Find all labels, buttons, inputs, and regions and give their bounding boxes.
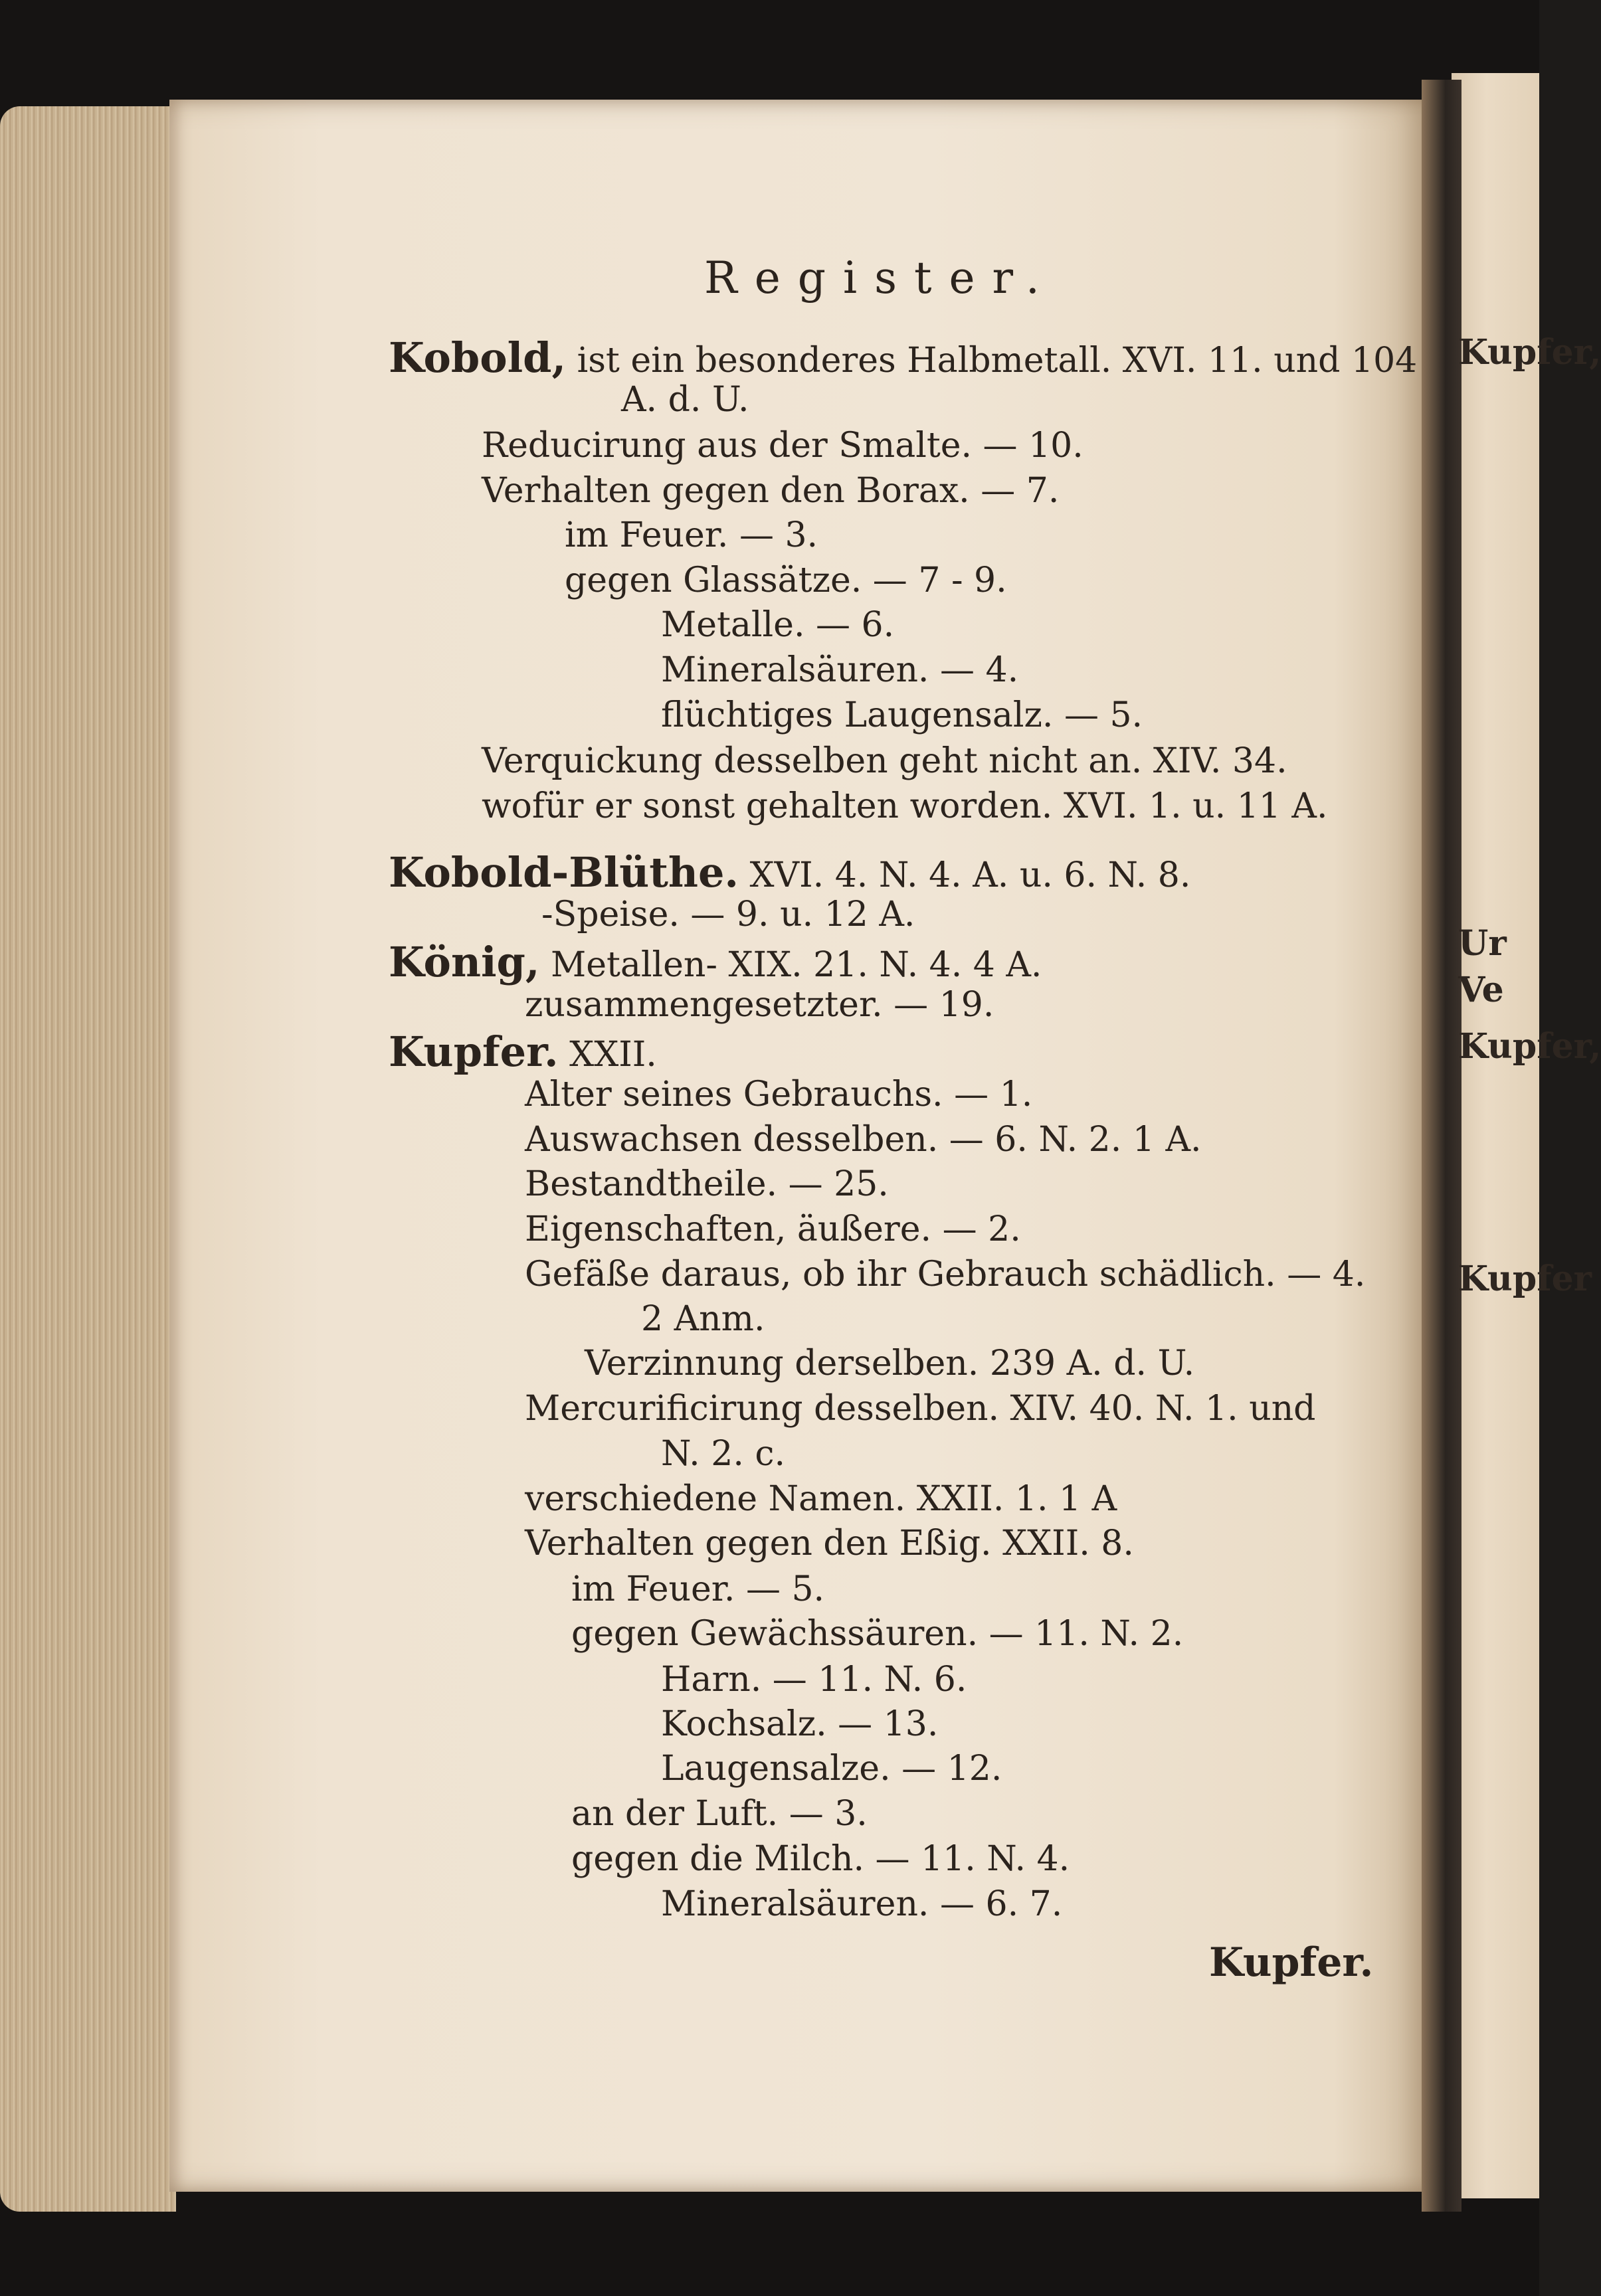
index-entry	[571, 1569, 825, 1609]
entry-text: gegen Gewächssäuren. — 11. N. 2.	[571, 1614, 1184, 1654]
index-entry	[389, 1027, 657, 1076]
entry-text: im Feuer. — 3.	[565, 515, 818, 555]
entry-text: Eigenschaften, äußere. — 2.	[525, 1209, 1021, 1249]
entry-text: Verzinnung derselben. 239 A. d. U.	[585, 1344, 1195, 1383]
facing-page-word: Kupfer,	[1458, 332, 1601, 373]
entry-text: an der Luft. — 3.	[571, 1794, 868, 1834]
entry-text: Gefäße daraus, ob ihr Gebrauch schädlich. — 4.	[525, 1255, 1366, 1294]
index-entry	[482, 426, 1083, 466]
entry-text: -Speise. — 9. u. 12 A.	[541, 895, 915, 934]
index-entry	[565, 563, 1007, 598]
entry-text: gegen Glassätze. — 7 - 9.	[565, 561, 1007, 600]
index-entry	[482, 471, 1060, 511]
entry-text: wofür er sonst gehalten worden. XVI. 1. u. 11 A.	[482, 786, 1328, 826]
entry-text: Mineralsäuren. — 4.	[661, 650, 1019, 690]
entry-text: XVI. 4. N. 4. A. u. 6. N. 8.	[739, 855, 1191, 895]
entry-text: Metallen- XIX. 21. N. 4. 4 A.	[539, 945, 1042, 985]
facing-page	[1452, 73, 1539, 2198]
book-page-edges	[0, 106, 176, 2212]
entry-head: Kobold,	[389, 333, 567, 382]
index-entry	[525, 1526, 1134, 1561]
index-entry	[621, 380, 749, 420]
index-entry	[525, 1257, 1365, 1292]
entry-text: Verhalten gegen den Eßig. XXII. 8.	[525, 1524, 1134, 1563]
entry-text: flüchtiges Laugensalz. — 5.	[661, 695, 1143, 735]
entry-head: Kupfer.	[389, 1027, 559, 1076]
index-entry	[525, 1389, 1316, 1429]
entry-text: Mercurificirung desselben. XIV. 40. N. 1. und	[525, 1389, 1316, 1429]
entry-text: Verquickung desselben geht nicht an. XIV. 34.	[482, 741, 1287, 781]
index-entry	[661, 1749, 1002, 1789]
index-entry	[661, 650, 1019, 690]
index-entry	[571, 1839, 1070, 1879]
index-entry	[661, 1660, 967, 1700]
catchword: Kupfer.	[1209, 1939, 1374, 1986]
index-entry	[525, 1479, 1117, 1519]
entry-text: ist ein besonderes Halbmetall. XVI. 11. und 104	[566, 341, 1418, 381]
entry-text: Harn. — 11. N. 6.	[661, 1660, 967, 1700]
index-entry	[525, 985, 994, 1025]
index-entry	[661, 605, 895, 645]
page-title: Register.	[704, 252, 1057, 304]
index-entry	[389, 333, 1418, 382]
entry-head: König,	[389, 938, 540, 986]
facing-page-word: Ur	[1458, 923, 1507, 964]
index-entry	[661, 1884, 1063, 1924]
index-entry	[571, 1614, 1184, 1654]
index-entry	[571, 1794, 868, 1834]
entry-text: Mineralsäuren. — 6. 7.	[661, 1884, 1063, 1924]
entry-text: XXII.	[558, 1035, 657, 1075]
index-entry	[525, 1120, 1202, 1160]
index-entry	[541, 897, 915, 932]
entry-text: Kochsalz. — 13.	[661, 1704, 939, 1744]
facing-page-word: Kupfer,	[1458, 1026, 1601, 1067]
index-entry	[641, 1299, 765, 1339]
index-entry	[482, 786, 1328, 826]
index-entry	[661, 1704, 939, 1744]
index-entry	[661, 695, 1143, 735]
index-entry	[389, 938, 1042, 986]
facing-page-word: Kupfer	[1458, 1259, 1592, 1299]
index-entry	[525, 1164, 889, 1204]
book-gutter	[1422, 80, 1461, 2212]
entry-text: Metalle. — 6.	[661, 605, 895, 645]
index-entry	[482, 741, 1287, 781]
entry-text: Reducirung aus der Smalte. — 10.	[482, 426, 1083, 466]
entry-text: A. d. U.	[621, 380, 749, 420]
entry-text: im Feuer. — 5.	[571, 1569, 825, 1609]
entry-text: verschiedene Namen. XXII. 1. 1 A	[525, 1479, 1117, 1519]
index-entry	[661, 1434, 786, 1474]
index-entry	[389, 848, 1191, 897]
entry-text: Auswachsen desselben. — 6. N. 2. 1 A.	[525, 1120, 1202, 1160]
entry-text: 2 Anm.	[641, 1299, 765, 1339]
entry-text: Verhalten gegen den Borax. — 7.	[482, 471, 1060, 511]
index-entry	[585, 1346, 1194, 1381]
index-entry	[525, 1077, 1032, 1112]
entry-head: Kobold-Blüthe.	[389, 848, 739, 897]
entry-text: gegen die Milch. — 11. N. 4.	[571, 1839, 1070, 1879]
entry-text: Alter seines Gebrauchs. — 1.	[525, 1075, 1033, 1114]
entry-text: N. 2. c.	[661, 1434, 786, 1474]
entry-text: zusammengesetzter. — 19.	[525, 985, 994, 1025]
index-entry	[525, 1209, 1021, 1249]
facing-page-word: Ve	[1458, 970, 1504, 1010]
index-entry	[565, 515, 818, 555]
entry-text: Bestandtheile. — 25.	[525, 1164, 889, 1204]
entry-text: Laugensalze. — 12.	[661, 1749, 1002, 1789]
